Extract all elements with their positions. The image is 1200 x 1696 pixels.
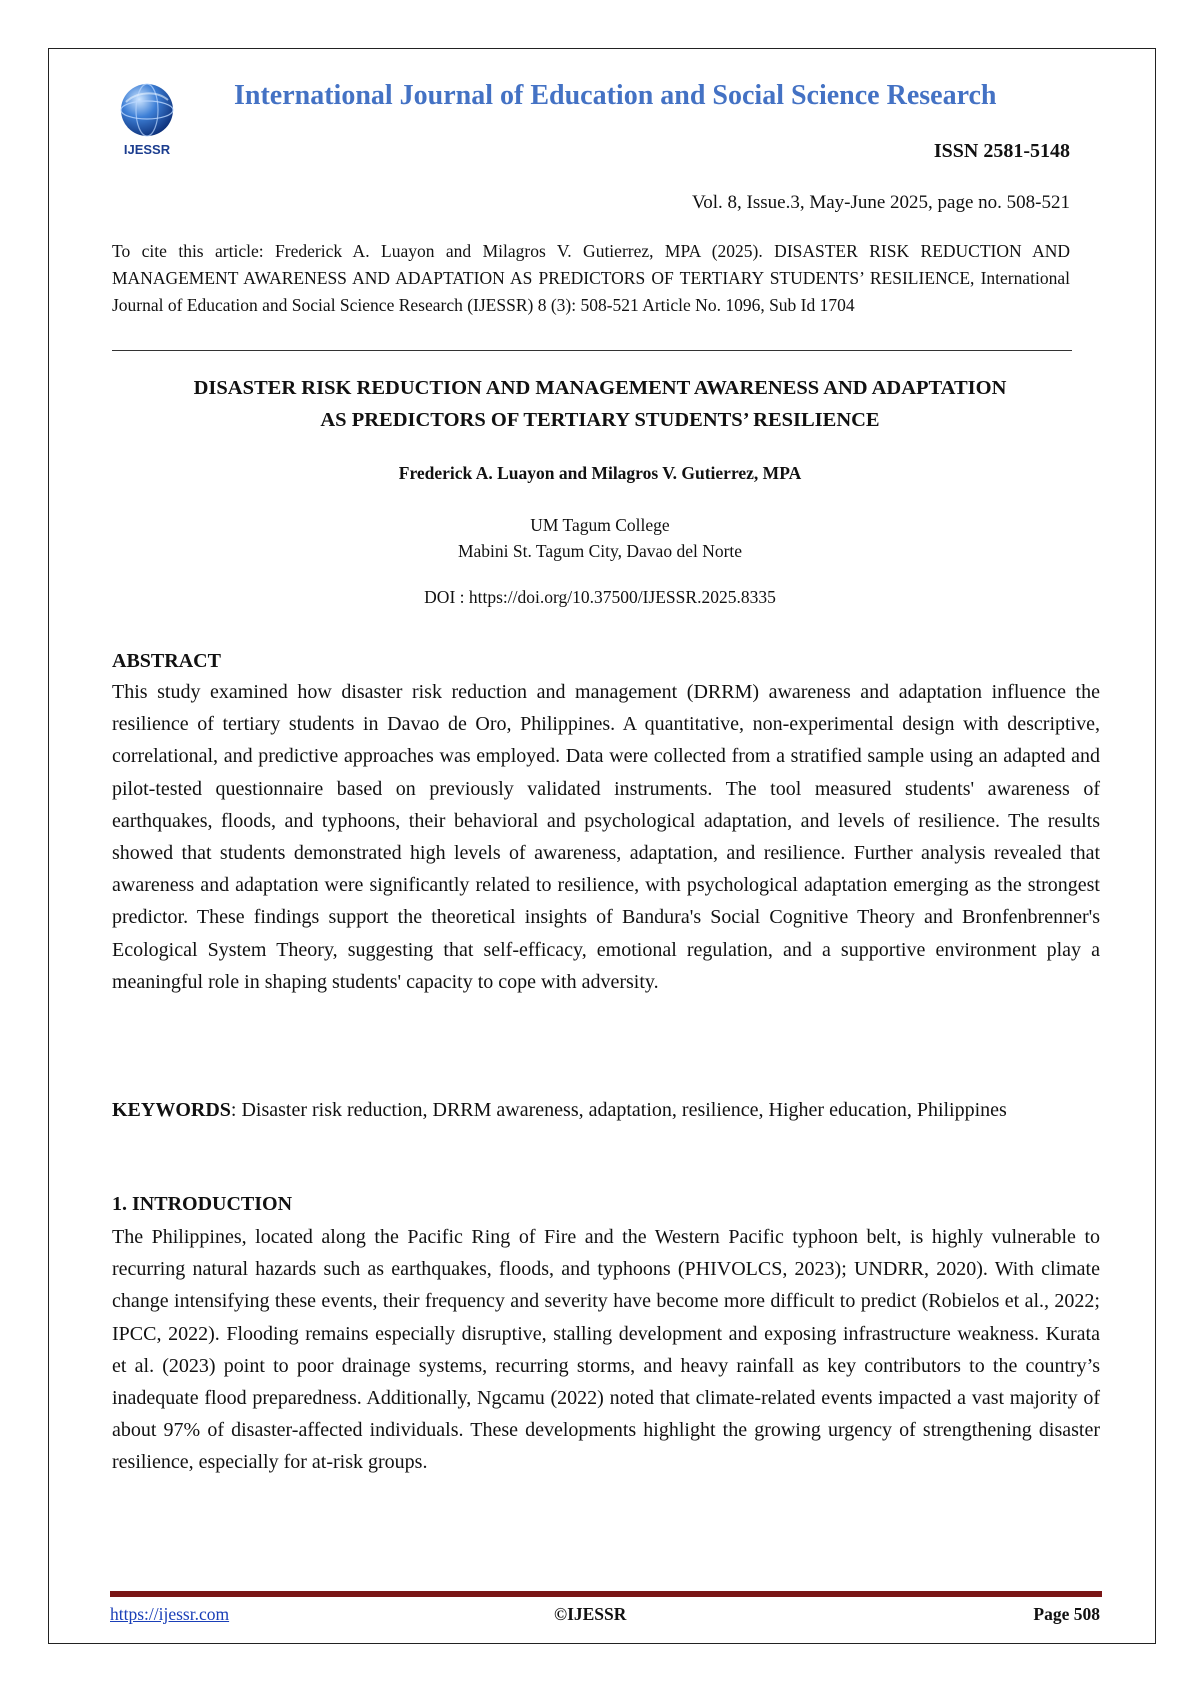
institution: UM Tagum College — [530, 515, 670, 535]
footer-divider — [110, 1591, 1102, 1597]
abstract-heading: ABSTRACT — [112, 650, 221, 672]
journal-title: International Journal of Education and Social Science Research — [234, 80, 997, 111]
footer-copyright: ©IJESSR — [554, 1604, 627, 1624]
authors: Frederick A. Luayon and Milagros V. Gutierrez, MPA — [398, 463, 802, 483]
paper-title — [112, 372, 1088, 436]
paper-title-line-2: AS PREDICTORS OF TERTIARY STUDENTS’ RESILIENCE — [320, 409, 880, 431]
logo-text: IJESSR — [123, 142, 171, 157]
address: Mabini St. Tagum City, Davao del Norte — [457, 541, 743, 561]
volume-info: Vol. 8, Issue.3, May-June 2025, page no. 508-521 — [691, 192, 1070, 213]
introduction-heading: 1. INTRODUCTION — [112, 1193, 293, 1215]
keywords — [112, 1094, 1100, 1126]
doi: DOI : https://doi.org/10.37500/IJESSR.2025.8335 — [424, 587, 776, 607]
paper-title-line-1: DISASTER RISK REDUCTION AND MANAGEMENT AWARENESS AND ADAPTATION — [193, 377, 1007, 399]
footer-website-link[interactable]: https://ijessr.com — [110, 1604, 230, 1624]
keywords-label: KEYWORDS — [112, 1099, 231, 1121]
citation: To cite this article: Frederick A. Luayon and Milagros V. Gutierrez, MPA (2025). DISASTER RISK REDUCTION AND MANAGEMENT AWARENESS AND ADAPTATION AS PREDICTORS OF TERTIARY STUDENTS’ RESILIENCE, International Journal of Education and Social Science Research (IJESSR) 8 (3): 508-521 Article No. 1096, Sub Id 1704 — [112, 241, 1070, 315]
journal-logo — [108, 80, 186, 160]
keywords-text: : Disaster risk reduction, DRRM awareness, adaptation, resilience, Higher education, Philippines — [230, 1099, 1007, 1121]
header-divider — [112, 350, 1072, 351]
globe-icon — [121, 84, 173, 136]
page-number: Page 508 — [1033, 1604, 1100, 1624]
issn: ISSN 2581-5148 — [933, 140, 1070, 162]
abstract-text: This study examined how disaster risk reduction and management (DRRM) awareness and adaptation influence the resilience of tertiary students in Davao de Oro, Philippines. A quantitative, non-experimental design with descriptive, correlational, and predictive approaches was employed. Data were collected from a stratified sample using an adapted and pilot-tested questionnaire based on previously validated instruments. The tool measured students' awareness of earthquakes, floods, and typhoons, their behavioral and psychological adaptation, and levels of resilience. The results showed that students demonstrated high levels of awareness, adaptation, and resilience. Further analysis revealed that awareness and adaptation were significantly related to resilience, with psychological adaptation emerging as the strongest predictor. These findings support the theoretical insights of Bandura's Social Cognitive Theory and Bronfenbrenner's Ecological System Theory, suggesting that self-efficacy, emotional regulation, and a supportive environment play a meaningful role in shaping students' capacity to cope with adversity. — [112, 681, 1100, 993]
affiliation — [112, 512, 1088, 564]
introduction-text: The Philippines, located along the Pacific Ring of Fire and the Western Pacific typhoon belt, is highly vulnerable to recurring natural hazards such as earthquakes, floods, and typhoons (PHIVOLCS, 2023); UNDRR, 2020). With climate change intensifying these events, their frequency and severity have become more difficult to predict (Robielos et al., 2022; IPCC, 2022). Flooding remains especially disruptive, stalling development and exposing infrastructure weakness. Kurata et al. (2023) point to poor drainage systems, recurring storms, and heavy rainfall as key contributors to the country’s inadequate flood preparedness. Additionally, Ngcamu (2022) noted that climate-related events impacted a vast majority of about 97% of disaster-affected individuals. These developments highlight the growing urgency of strengthening disaster resilience, especially for at-risk groups. — [112, 1226, 1100, 1474]
